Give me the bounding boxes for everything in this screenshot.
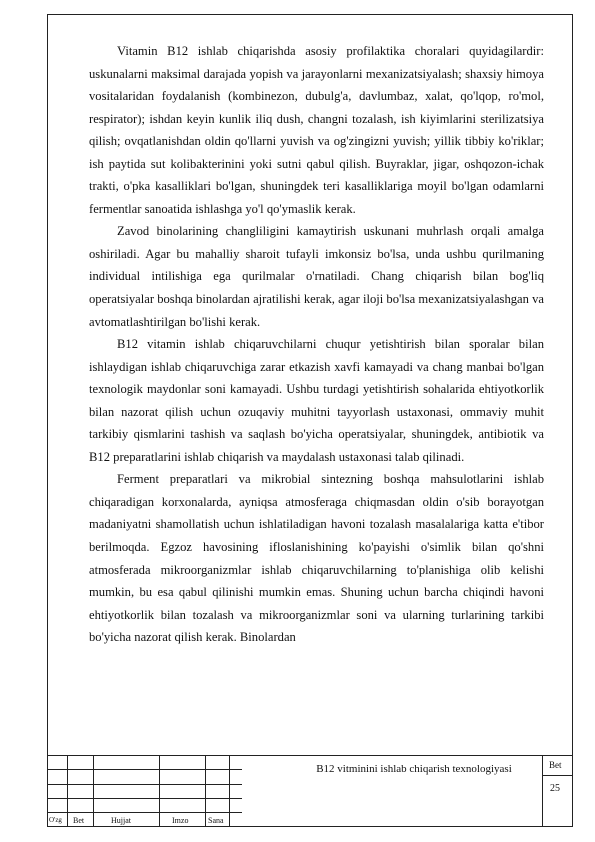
stamp-col-line-1 xyxy=(67,755,68,827)
stamp-row-line-4 xyxy=(47,812,242,813)
stamp-row-line-1 xyxy=(47,769,242,770)
paragraph-1: Vitamin B12 ishlab chiqarishda asosiy profilaktika choralari quyidagilardir: uskunalarni maksimal darajada yopish va jarayonlarni mexanizatsiyalash; shaxsiy himoya vositalaridan foydalanish (kombinezon, dubulg'a, davlumbaz, xalat, qo'lqop, ro'mol, respirator); ishdan keyin kunlik iliq dush, changni tozalash, ish kiyimlarini sterilizatsiya qilish; ovqatlanishdan oldin qo'llarni yuvish va og'zingizni yuvish; yillik tibbiy ko'riklar; ish paytida sut kolibakterinini yoki sutni qabul qilish. Buyraklar, jigar, oshqozon-ichak trakti, o'pka kasalliklari bo'lgan, shuningdek teri kasalliklariga moyil bo'lgan odamlarni fermentlar sanoatida ishlashga yo'l qo'ymaslik kerak. xyxy=(89,44,544,216)
title-block xyxy=(47,755,573,827)
stamp-col-line-6 xyxy=(542,755,543,827)
document-title: B12 vitminini ishlab chiqarish texnologiyasi xyxy=(316,763,512,775)
stamp-ozg-label: O'zg xyxy=(49,816,62,824)
paragraph-3: B12 vitamin ishlab chiqaruvchilarni chuqur yetishtirish bilan sporalar bilan ishlaydigan ishlab chiqaruvchiga zarar etkazish xavfi kamayadi va chang manbai bo'lgan texnologik maydonlar soni kamayadi. Ushbu turdagi yetishtirish sohalarida ehtiyotkorlik bilan nazorat qilish uchun ozuqaviy muhitni tayyorlash ustaxonasi, ommaviy muhit tarkibiy qismlarini tashish va saqlash bo'yicha operatsiyalar, shuningdek, antibiotik va B12 preparatlarini ishlab chiqarish va maydalash ustaxonasi talab qilinadi. xyxy=(89,337,544,464)
body-text xyxy=(89,40,544,649)
stamp-page-line xyxy=(542,775,573,776)
stamp-col-line-2 xyxy=(93,755,94,827)
stamp-row-line-3 xyxy=(47,798,242,799)
stamp-row-line-2 xyxy=(47,784,242,785)
page-number: 25 xyxy=(550,783,560,794)
stamp-col-line-3 xyxy=(159,755,160,827)
page-label: Bet xyxy=(549,760,562,770)
stamp-bet-label: Bet xyxy=(73,816,85,825)
stamp-hujjat-label: Hujjat xyxy=(111,816,131,825)
stamp-imzo-label: Imzo xyxy=(172,816,189,825)
stamp-col-line-4 xyxy=(205,755,206,827)
stamp-sana-label: Sana xyxy=(208,816,224,825)
stamp-col-line-5 xyxy=(229,755,230,827)
paragraph-4: Ferment preparatlari va mikrobial sintezning boshqa mahsulotlarini ishlab chiqaradigan korxonalarda, ayniqsa atmosferaga chiqmasdan oldin o'sib borayotgan madaniyatni shamollatish uchun ishlatiladigan havoni tozalash masalalariga katta e'tibor berilmoqda. Egzoz havosining ifloslanishining ko'payishi o'simlik bilan qo'shni atmosferada mikroorganizmlar ishlab chiqaruvchilarning to'planishiga olib kelishi mumkin, bu esa qabul qilinishi mumkin emas. Shuning uchun barcha chiqindi havoni ehtiyotkorlik bilan tozalash va mikroorganizmlar soni va ularning turlarining tarkibi bo'yicha nazorat qilish kerak. Binolardan xyxy=(89,472,544,645)
paragraph-2: Zavod binolarining changliligini kamaytirish uskunani muhrlash orqali amalga oshiriladi. Agar bu mahalliy sharoit tufayli imkonsiz bo'lsa, unda ushbu qurilmaning individual intilishiga ega qurilmalar o'rnatiladi. Chang chiqarish bilan bog'liq operatsiyalar boshqa binolardan ajratilishi kerak, agar iloji bo'lsa mexanizatsiyalashgan va avtomatlashtirilgan bo'lishi kerak. xyxy=(89,224,544,329)
stamp-top-line xyxy=(47,755,573,756)
